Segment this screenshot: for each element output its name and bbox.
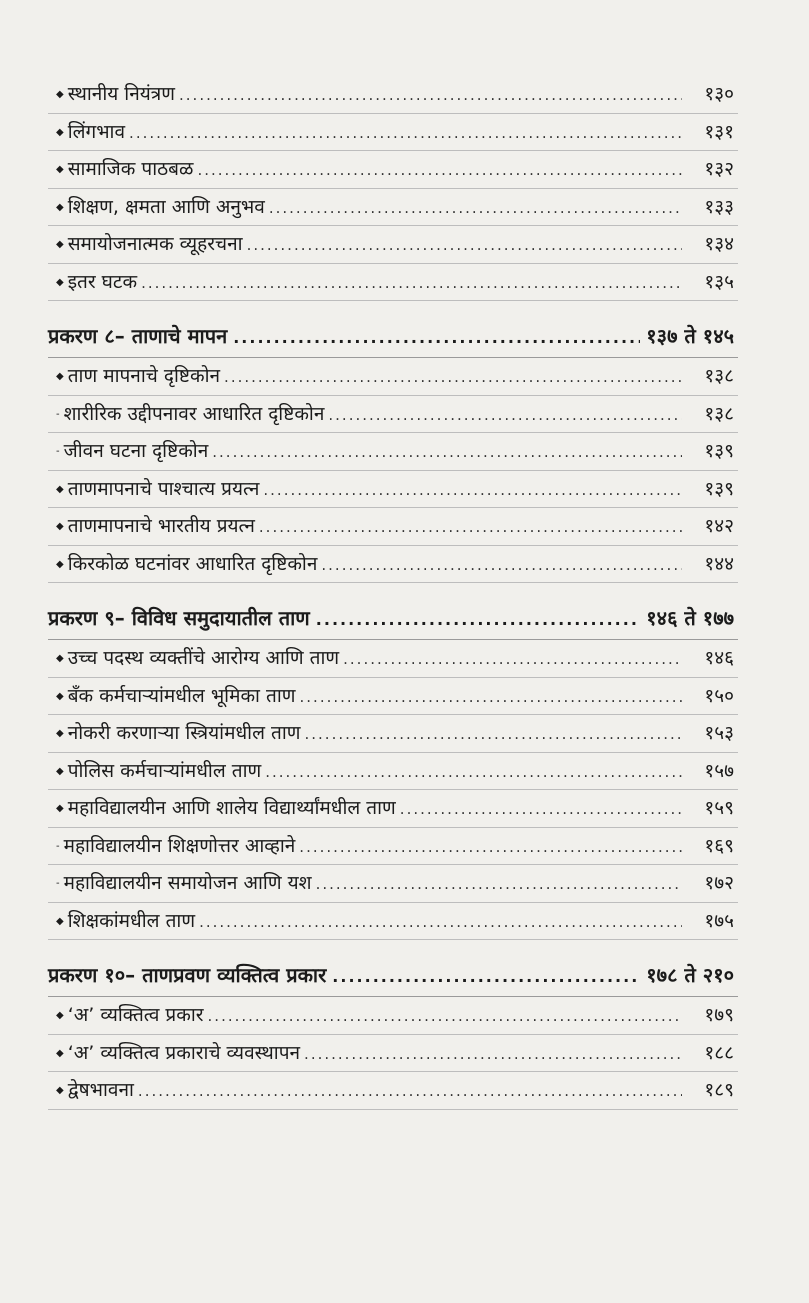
dash-bullet-icon: - [56,840,60,852]
dash-bullet-icon: - [56,878,60,889]
toc-entry [48,76,738,114]
entry-label: शारीरिक उद्दीपनावर आधारित दृष्टिकोन [63,402,325,425]
entry-label: ताणमापनाचे भारतीय प्रयत्न [67,515,255,537]
toc-entry [48,226,738,264]
entry-label: उच्च पदस्थ व्यक्तींचे आरोग्य आणि ताण [67,647,340,669]
leader-dots [129,115,682,152]
table-of-contents [48,76,738,1110]
entry-label: पोलिस कर्मचाऱ्यांमधील ताण [67,759,262,782]
chapter-heading [48,597,738,640]
diamond-bullet-icon: ◆ [56,1047,64,1059]
entry-page: १४२ [704,515,734,537]
toc-entry [48,396,738,434]
toc-entry [48,903,738,941]
entry-label: महाविद्यालयीन आणि शालेय विद्यार्थ्यांमधील ताण [67,797,396,819]
entry-label: जीवन घटना दृष्टिकोन [63,440,209,462]
diamond-bullet-icon: ◆ [56,1010,64,1021]
leader-dots [224,359,682,396]
entry-page: १३९ [704,440,734,462]
diamond-bullet-icon: ◆ [56,164,64,175]
leader-dots [141,265,682,302]
leader-dots [300,679,682,716]
chapter-title: प्रकरण ८– ताणाचे मापन [48,324,228,348]
entry-page: १३१ [704,120,734,143]
diamond-bullet-icon: ◆ [56,1085,64,1096]
entry-label: इतर घटक [67,270,138,293]
chapter-title: प्रकरण १०– ताणप्रवण व्यक्तित्व प्रकार [48,963,327,987]
toc-entry [48,433,738,471]
entry-label: महाविद्यालयीन समायोजन आणि यश [63,872,312,894]
diamond-bullet-icon: ◆ [56,239,64,250]
dash-bullet-icon: - [56,408,60,420]
entry-page: १३२ [704,158,734,180]
entry-page: १३० [704,83,734,105]
toc-entry [48,114,738,152]
diamond-bullet-icon: ◆ [56,371,64,382]
leader-dots [321,547,682,584]
entry-page: १५७ [704,759,734,782]
entry-page: १३८ [704,402,734,425]
leader-dots [332,956,640,998]
leader-dots [212,434,682,471]
toc-entry [48,865,738,903]
entry-page: १७२ [704,872,734,894]
toc-entry [48,189,738,227]
leader-dots [316,866,682,903]
toc-group-top [48,76,738,301]
toc-entry [48,1035,738,1073]
chapter-page-range: १३७ ते १४५ [646,324,734,348]
chapter-heading [48,315,738,358]
entry-page: १३९ [704,477,734,500]
entry-label: स्थानीय नियंत्रण [67,83,176,105]
leader-dots [233,317,640,359]
entry-label: नोकरी करणाऱ्या स्त्रियांमधील ताण [67,722,301,744]
toc-entry [48,997,738,1035]
toc-entry [48,678,738,716]
entry-page: १८८ [704,1041,734,1064]
leader-dots [316,599,640,641]
diamond-bullet-icon: ◆ [56,126,64,138]
dash-bullet-icon: - [56,446,60,457]
entry-label: लिंगभाव [67,120,126,143]
toc-entry [48,640,738,678]
toc-group-chapter10 [48,997,738,1110]
toc-entry [48,358,738,396]
toc-group-chapter9 [48,640,738,940]
diamond-bullet-icon: ◆ [56,276,64,288]
diamond-bullet-icon: ◆ [56,803,64,814]
leader-dots [299,829,682,866]
toc-entry [48,264,738,302]
leader-dots [179,77,682,114]
toc-entry [48,828,738,866]
chapter-page-range: १७८ ते २१० [646,963,734,987]
leader-dots [247,227,682,264]
leader-dots [138,1073,682,1110]
entry-page: १५० [704,684,734,707]
diamond-bullet-icon: ◆ [56,915,64,927]
entry-page: १४४ [704,552,734,575]
entry-page: १७९ [704,1004,734,1026]
leader-dots [328,397,682,434]
leader-dots [304,1036,682,1073]
entry-label: किरकोळ घटनांवर आधारित दृष्टिकोन [67,552,318,575]
toc-entry [48,715,738,753]
leader-dots [343,641,682,678]
entry-page: १६९ [704,834,734,857]
diamond-bullet-icon: ◆ [56,728,64,739]
diamond-bullet-icon: ◆ [56,558,64,570]
diamond-bullet-icon: ◆ [56,201,64,213]
entry-page: १३४ [704,233,734,255]
leader-dots [199,904,682,941]
entry-label: महाविद्यालयीन शिक्षणोत्तर आव्हाने [63,834,296,857]
diamond-bullet-icon: ◆ [56,89,64,100]
leader-dots [400,791,682,828]
entry-page: १५३ [704,722,734,744]
entry-label: समायोजनात्मक व्यूहरचना [67,233,243,255]
entry-page: १३३ [704,195,734,218]
chapter-page-range: १४६ ते १७७ [646,606,734,630]
leader-dots [259,509,682,546]
entry-page: १४६ [704,647,734,669]
entry-page: १३५ [704,270,734,293]
toc-group-chapter8 [48,358,738,583]
toc-entry [48,1072,738,1110]
leader-dots [265,754,682,791]
toc-entry [48,151,738,189]
entry-label: ताण मापनाचे दृष्टिकोन [67,365,221,387]
entry-label: शिक्षकांमधील ताण [67,909,196,932]
leader-dots [269,190,682,227]
chapter-heading [48,954,738,997]
toc-entry [48,471,738,509]
entry-page: १७५ [704,909,734,932]
entry-page: १५९ [704,797,734,819]
entry-label: ‘अ’ व्यक्तित्व प्रकार [67,1004,204,1026]
entry-label: शिक्षण, क्षमता आणि अनुभव [67,195,265,218]
diamond-bullet-icon: ◆ [56,765,64,777]
leader-dots [263,472,682,509]
entry-label: ताणमापनाचे पाश्चात्य प्रयत्न [67,477,260,500]
diamond-bullet-icon: ◆ [56,653,64,664]
toc-entry [48,508,738,546]
chapter-title: प्रकरण ९– विविध समुदायातील ताण [48,606,310,630]
entry-label: ‘अ’ व्यक्तित्व प्रकाराचे व्यवस्थापन [67,1041,301,1064]
entry-label: बँक कर्मचाऱ्यांमधील भूमिका ताण [67,684,296,707]
diamond-bullet-icon: ◆ [56,690,64,702]
leader-dots [208,998,682,1035]
toc-entry [48,546,738,584]
entry-page: १३८ [704,365,734,387]
diamond-bullet-icon: ◆ [56,483,64,495]
leader-dots [197,152,682,189]
entry-label: द्वेषभावना [67,1079,134,1101]
leader-dots [305,716,683,753]
toc-entry [48,753,738,791]
toc-entry [48,790,738,828]
entry-label: सामाजिक पाठबळ [67,158,194,180]
entry-page: १८९ [704,1079,734,1101]
diamond-bullet-icon: ◆ [56,521,64,532]
